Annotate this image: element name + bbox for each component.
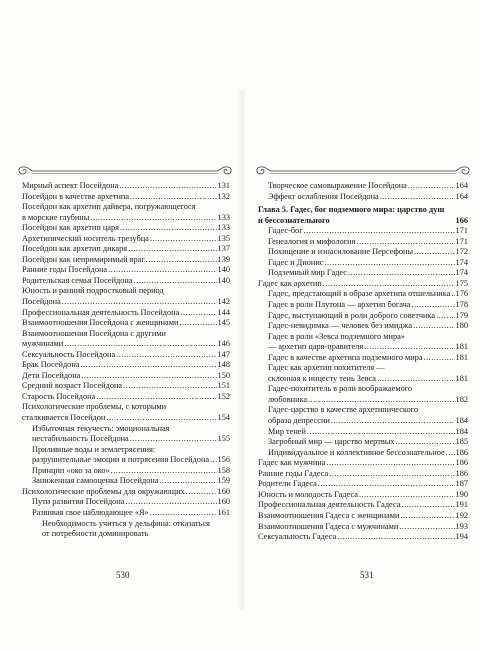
toc-entry-title: Родительская семья Посейдона [22,275,133,285]
toc-entry-title: Посейдон как непримиримый враг [22,254,145,264]
toc-entry-title: Профессиональная деятельность Посейдона [22,307,180,317]
dot-leader [130,434,217,445]
dot-leader [308,395,454,406]
toc-entry-title: Заниженная самооценка Посейдона [32,476,159,486]
toc-entry-title: Гадес и Дионис [268,257,324,267]
toc-page-number: 160 [217,486,230,496]
dot-leader [150,234,217,245]
toc-page-number: 156 [217,455,230,465]
toc-page-number: 181 [455,342,468,352]
dot-leader [324,258,454,269]
toc-page-number: 135 [217,233,230,243]
toc-entry-title: нестабильность Посейдона [32,434,129,444]
toc-entry-title: Гадес как мужчина [258,458,326,468]
toc-entry-title: Гадес как архетип [258,278,322,288]
toc-page-number: 174 [455,257,468,267]
toc-entry-title: Творческое самовыражение Посейдона [268,181,407,190]
dot-leader [111,466,217,477]
toc-entry [22,244,230,255]
toc-entry-title: Средний возраст Посейдона [22,381,123,391]
dot-leader [380,192,455,203]
dot-leader [326,458,454,469]
toc-page-number: 192 [455,510,468,520]
dot-leader [180,308,216,319]
dot-leader [179,318,216,329]
toc-entry-title: Взаимоотношения Посейдона с женщинами [22,318,179,328]
toc-page-number: 139 [217,254,230,264]
dot-leader [399,522,454,533]
toc-entry-title: Дети Посейдона [22,370,81,380]
toc-entry-title: Посейдона [22,297,61,307]
dot-leader [414,247,454,258]
dot-leader [128,244,216,255]
dot-leader [395,437,454,448]
toc-page-number: 160 [217,497,230,507]
toc-page-number: 161 [217,507,230,517]
toc-entry-title: Принцип «око за око» [32,465,110,475]
toc-page-number: 176 [455,289,468,299]
toc-entry [22,308,230,319]
dot-leader [329,469,454,480]
toc-entry-title: Гадес-бог [268,226,303,236]
toc-entry [258,448,468,459]
dot-leader [62,297,217,308]
toc-entry-title: Гадес, предстающий в образе архетипа отшельника [268,289,451,299]
toc-entry-title: сталкивается Посейдон [22,413,106,423]
toc-page-number: 180 [455,321,468,331]
toc-entry-title: мужчинами [22,339,64,349]
toc-entry-title: Взаимоотношения Гадеса с мужчинами [258,521,399,531]
toc-entry-title: Гадес-невидимка — человек без имиджа [268,321,413,331]
toc-page-number: 172 [455,247,468,257]
toc-page-number: 151 [217,381,230,391]
toc-page-number: 150 [217,370,230,380]
toc-entry-title: Родители Гадеса [258,479,317,489]
toc-entry-title: Взаимоотношения Гадеса с женщинами [258,510,400,520]
toc-entry [258,332,468,353]
toc-page-number: 178 [455,300,468,310]
dot-leader [125,497,216,508]
toc-entry [22,329,230,350]
toc-page-number: 186 [455,447,468,457]
toc-entry [22,445,230,466]
toc-entry-title: Глава 5. Гадес, бог подземного мира: царство душ [258,205,445,215]
toc-page-number: 140 [217,275,230,285]
toc-entry-title: Мирный аспект Посейдона [22,181,119,190]
toc-page-number: 159 [217,476,230,486]
toc-entry-title: Посейдон в качестве архетипа [22,191,130,201]
toc-entry [258,522,468,533]
toc-page-number: 164 [455,181,468,190]
dot-leader [348,268,455,279]
toc-entry [258,279,468,290]
toc-page-number: 187 [455,479,468,489]
toc-entry [258,427,468,438]
toc-entry-title: Похищение и изнасилование Персефоны [268,247,414,257]
toc-entry [22,265,230,276]
toc-entry-title: Ранние годы Гадеса [258,468,329,478]
toc-entry [22,286,230,307]
dot-leader [80,360,216,371]
toc-page-number: 158 [217,465,230,475]
toc-page-number: 181 [455,373,468,383]
ornament-rule-icon [252,164,474,178]
dot-leader [331,416,455,427]
toc-entry-title: в морские глубины [22,212,90,222]
toc-entry [258,490,468,501]
dot-leader [307,427,455,438]
toc-entry-title: Избыточная текучесть: эмоциональная [32,423,170,433]
toc-entry [258,181,468,192]
dot-leader [186,487,217,498]
toc-entry-title: Эффект ослабления Посейдона [268,191,379,201]
toc-page-number: 146 [217,339,230,349]
toc-entry [258,258,468,269]
dot-leader [116,350,216,361]
toc-entry [22,360,230,371]
toc-entry [22,318,230,329]
toc-page-number: 190 [455,489,468,499]
dot-leader [377,374,455,385]
toc-entry [258,237,468,248]
toc-entry-title: — архетип царя-правителя [268,342,364,352]
toc-entry [258,405,468,426]
dot-leader [96,392,216,403]
toc-entry [22,466,230,477]
toc-entry-title: Ранние годы Посейдона [22,265,108,275]
toc-page-number: 191 [455,500,468,510]
right-page [242,0,480,650]
toc-entry-title: любовника [268,394,308,404]
toc-entry [258,511,468,522]
dot-leader [337,532,454,543]
toc-entry-title: Психологические проблемы для окружающих [22,486,185,496]
toc-entry-title: склонная к инцесту тень Зевса [268,373,376,383]
toc-entry [22,276,230,287]
dot-leader [408,181,455,192]
toc-chapter-entry [258,205,468,226]
toc-entry-title: образа депрессии [268,416,330,426]
toc-entry-title: Гадес, выступающий в роли доброго советчика [268,310,436,320]
toc-page-number: 145 [217,318,230,328]
header-ornament [252,164,474,178]
dot-leader [424,353,455,364]
dot-leader [150,508,217,519]
toc-entry-title: Пути развития Посейдона [32,497,125,507]
toc-entry-title: Генеалогия и мифология [268,236,356,246]
toc-page-number: 185 [455,437,468,447]
toc-entry [22,392,230,403]
toc-entry [258,458,468,469]
toc-entry [258,532,468,543]
toc-entry [258,226,468,237]
toc-entry [22,497,230,508]
page-number: 531 [360,570,374,580]
toc-page-number: 181 [455,352,468,362]
dot-leader [106,413,216,424]
dot-leader [123,381,216,392]
toc-page-number: 152 [217,391,230,401]
toc-entry-title: Посейдон как архетип царя [22,223,119,233]
toc-entry [22,371,230,382]
dot-leader [318,479,455,490]
toc-entry [22,487,230,498]
dot-leader [130,192,217,203]
toc-page-number: 133 [217,212,230,222]
toc-page-number: 154 [217,413,230,423]
toc-entry [22,181,230,192]
toc-entry-title: Психологические проблемы, с которыми [22,402,167,412]
ornament-rule-icon [14,164,236,178]
dot-leader [451,289,454,300]
toc-entry-title: Посейдон как архетип дайвера, погружающегося [22,202,196,212]
toc-entry-title: Развивая свое наблюдающее «Я» [32,507,149,517]
dot-leader [120,223,217,234]
table-of-contents-right [258,181,468,543]
toc-entry-title: Гадес в роли «Зевса подземного мира» [268,331,405,341]
toc-entry-title: Гадес-похититель в роли воображаемого [268,384,413,394]
toc-entry [258,384,468,405]
toc-page-number: 137 [217,244,230,254]
toc-entry [22,508,230,519]
toc-entry [22,424,230,445]
dot-leader [323,279,455,290]
toc-entry-title: Гадес в качестве архетипа подземного мира [268,352,423,362]
toc-page-number: 140 [217,265,230,275]
toc-page-number: 132 [217,191,230,201]
toc-entry [258,268,468,279]
toc-entry [258,437,468,448]
toc-page-number: 166 [455,215,468,225]
toc-entry [22,192,230,203]
toc-page-number: 184 [455,426,468,436]
toc-entry-title: Профессиональная деятельность Гадеса [258,500,401,510]
toc-page-number: 174 [455,268,468,278]
toc-entry-title: Загробный мир — царство мертвых [268,437,395,447]
toc-entry [258,353,468,364]
dot-leader [90,213,216,224]
toc-entry-title: Старость Посейдона [22,391,96,401]
dot-leader [146,255,217,266]
toc-page-number: 144 [217,307,230,317]
toc-entry-title: Необходимость учиться у дельфина: отказаться [42,518,210,528]
toc-entry-title: разрушительные эмоции и потрясения Посейдона [32,455,210,465]
toc-entry-title: Архетипический носитель трезубца [22,233,149,243]
toc-page-number: 193 [455,521,468,531]
dot-leader [304,226,455,237]
toc-entry-title: Юность и молодость Гадеса [258,489,358,499]
toc-page-number: 155 [217,434,230,444]
page-number: 530 [116,570,130,580]
toc-page-number: 142 [217,297,230,307]
toc-entry [258,321,468,332]
toc-entry [258,500,468,511]
toc-entry-title: Сексуальность Гадеса [258,532,337,542]
toc-entry-title: Гадес как архетип похитителя — [268,363,385,373]
toc-page-number: 131 [217,181,230,190]
toc-entry-title: Гадес в роли Плутона — архетип богача [268,300,411,310]
toc-entry [258,300,468,311]
toc-page-number: 164 [455,191,468,201]
toc-entry-title: от потребности доминировать [42,529,149,539]
toc-page-number: 133 [217,223,230,233]
toc-page-number: 186 [455,458,468,468]
toc-entry-title: Взаимоотношения Посейдона с другими [22,328,166,338]
toc-entry [22,234,230,245]
toc-entry [22,255,230,266]
toc-page-number: 171 [455,226,468,236]
dot-leader [359,490,455,501]
toc-page-number: 175 [455,278,468,288]
toc-entry-title: Индивидуальное и коллективное бессознательное [268,447,445,457]
toc-entry-title: Гадес-царство в качестве архетипического [268,405,418,415]
dot-leader [119,181,216,192]
dot-leader [446,448,455,459]
toc-page-number: 186 [455,468,468,478]
toc-entry [258,247,468,258]
toc-entry-title: Посейдон как архетип дикаря [22,244,128,254]
toc-page-number: 147 [217,349,230,359]
toc-entry [258,192,468,203]
toc-entry [22,350,230,361]
dot-leader [108,265,216,276]
toc-entry [22,202,230,223]
toc-page-number: 179 [455,310,468,320]
toc-page-number: 182 [455,394,468,404]
toc-entry [258,311,468,322]
toc-entry-title: Подземный мир Гадес [268,268,347,278]
toc-page-number: 171 [455,236,468,246]
toc-entry [258,479,468,490]
toc-entry [22,519,230,540]
dot-leader [134,276,217,287]
dot-leader [401,500,454,511]
toc-entry [22,402,230,423]
dot-leader [436,311,454,322]
dot-leader [81,371,216,382]
toc-entry-title: Мир теней [268,426,306,436]
toc-entry [22,223,230,234]
header-ornament [14,164,236,178]
toc-page-number: 148 [217,360,230,370]
dot-leader [64,339,216,350]
toc-page-number: 184 [455,416,468,426]
toc-entry-title: Юность и ранний подростковый период [22,286,164,296]
table-of-contents-left [22,181,230,540]
toc-entry [258,469,468,480]
dot-leader [210,455,216,466]
dot-leader [364,342,454,353]
toc-entry [22,476,230,487]
dot-leader [159,476,216,487]
dot-leader [413,321,454,332]
toc-entry-title: Сексуальность Посейдона [22,349,116,359]
toc-entry [22,381,230,392]
toc-entry [258,289,468,300]
dot-leader [401,511,455,522]
toc-entry-title: Приливные воды и землетрясения: [32,444,156,454]
dot-leader [412,300,455,311]
dot-leader [356,237,454,248]
toc-entry-title: и бессознательного [258,215,330,225]
toc-entry [258,363,468,384]
toc-page-number: 194 [455,532,468,542]
toc-entry-title: Брак Посейдона [22,360,80,370]
